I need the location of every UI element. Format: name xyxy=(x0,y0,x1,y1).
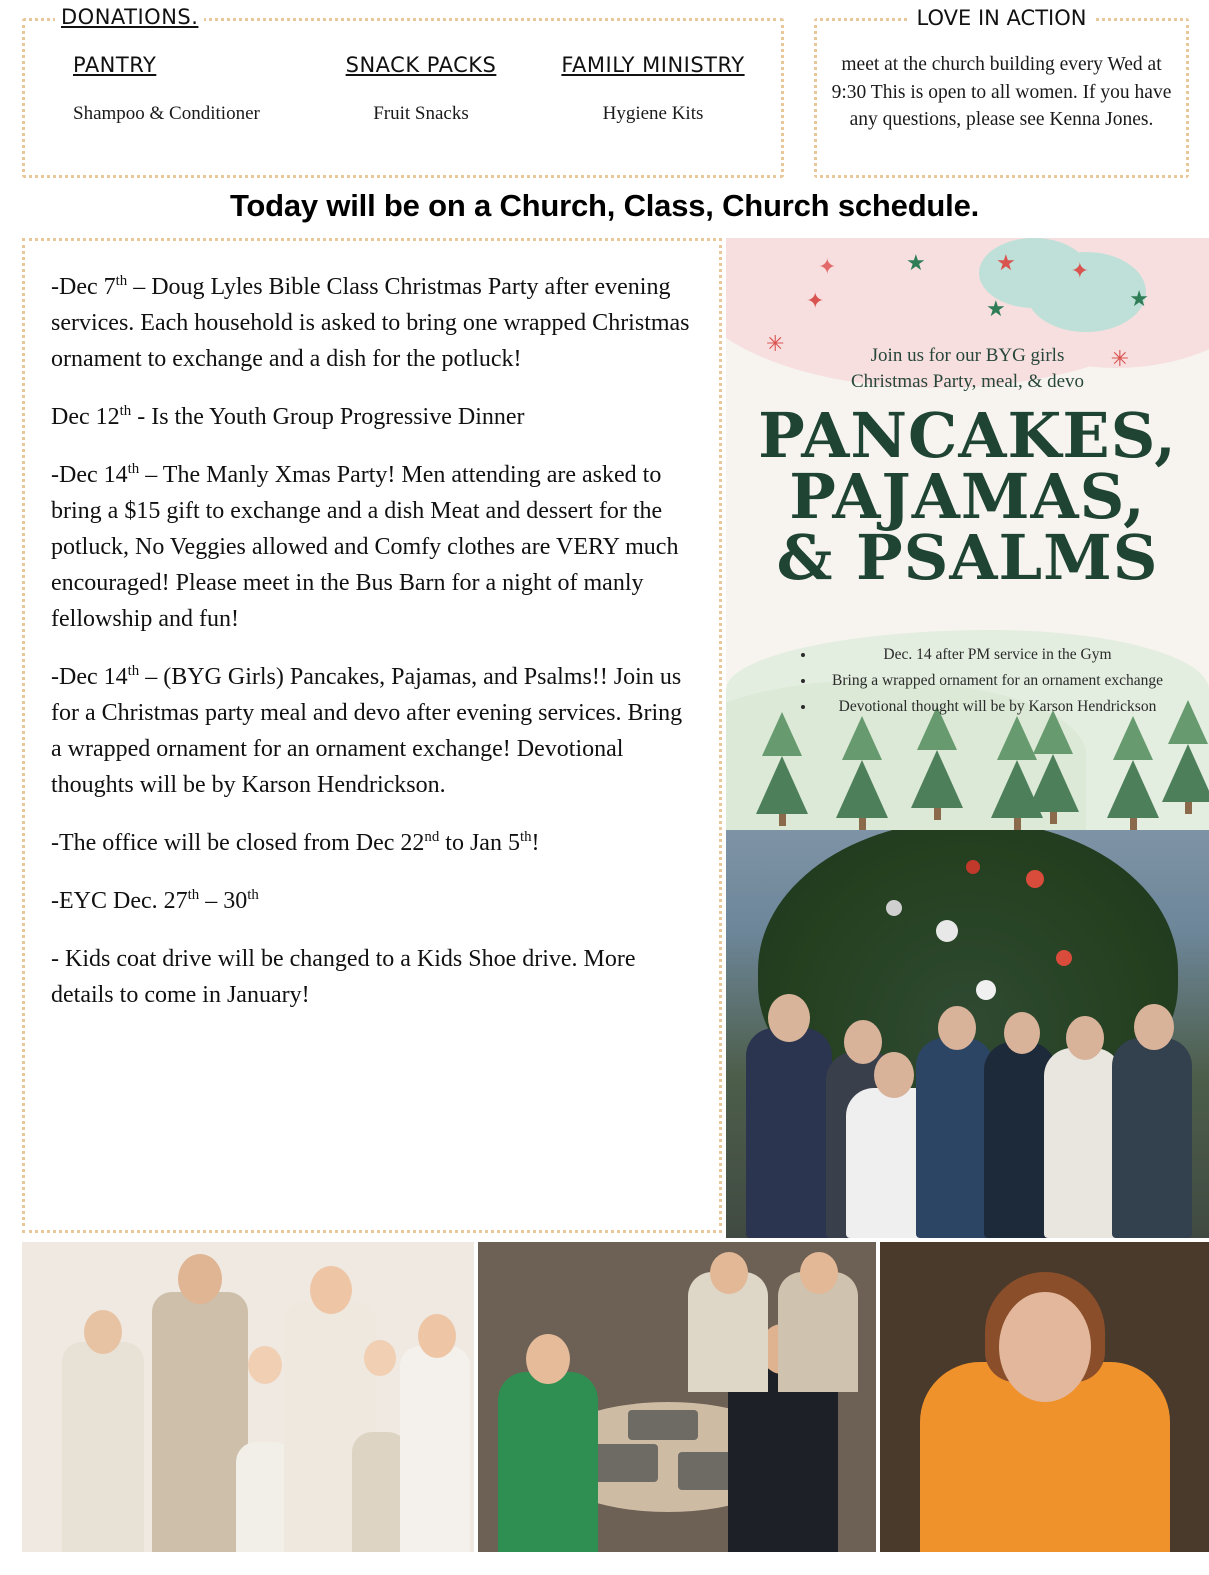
food-tray xyxy=(628,1410,698,1440)
announcement-item: -Dec 7th – Doug Lyles Bible Class Christmas Party after evening services. Each household is asked to bring one wrapped Christmas ornament to exchange and a dish for the potluck! xyxy=(51,273,690,372)
donations-item: Shampoo & Conditioner xyxy=(73,103,260,124)
donations-column-snack-packs xyxy=(305,53,537,125)
ornament-icon xyxy=(976,980,996,1000)
flyer-detail-item: • Dec. 14 after PM service in the Gym xyxy=(816,644,1179,666)
love-in-action-text: meet at the church building every Wed at 9:30 This is open to all women. If you have any questions, please see Kenna Jones. xyxy=(831,54,1172,131)
person-head xyxy=(310,1266,352,1314)
person-head xyxy=(874,1052,914,1098)
star-icon: ✳ xyxy=(766,331,785,356)
star-icon: ★ xyxy=(996,250,1016,275)
person-head xyxy=(84,1310,122,1354)
flyer-subtitle xyxy=(726,343,1209,394)
donations-heading: SNACK PACKS xyxy=(345,53,497,77)
person-head xyxy=(1004,1012,1040,1054)
bottom-photo-strip xyxy=(0,1242,1209,1552)
person-head xyxy=(710,1252,748,1294)
flyer-subtitle-line: Join us for our BYG girls xyxy=(870,345,1065,366)
ornament-icon xyxy=(1026,870,1044,888)
flyer-detail-item: • Bring a wrapped ornament for an ornament exchange xyxy=(816,670,1179,692)
christmas-tree-icon xyxy=(756,742,808,826)
person-head xyxy=(800,1252,838,1294)
group-of-people xyxy=(726,1008,1209,1238)
announcement-item: Dec 12th - Is the Youth Group Progressive Dinner xyxy=(51,403,525,430)
ornament-icon xyxy=(966,860,980,874)
youth-lunch-table-photo xyxy=(478,1242,876,1552)
ornament-icon xyxy=(1056,950,1072,966)
love-in-action-panel xyxy=(814,6,1189,178)
person-figure xyxy=(152,1292,248,1552)
star-icon: ★ xyxy=(986,296,1006,321)
christmas-tree-icon xyxy=(1107,746,1159,830)
flyer-detail-item: • Devotional thought will be by Karson Hendrickson xyxy=(816,696,1179,718)
person-head xyxy=(938,1006,976,1050)
donations-columns xyxy=(37,53,769,125)
person-head xyxy=(844,1020,882,1064)
flyer-details-list xyxy=(776,644,1179,723)
christmas-tree-icon xyxy=(911,736,963,820)
love-in-action-title: LOVE IN ACTION xyxy=(907,6,1097,30)
donations-item: Hygiene Kits xyxy=(602,103,704,124)
donations-column-family-ministry xyxy=(537,53,769,125)
star-icon: ✦ xyxy=(818,254,837,279)
pancakes-pajamas-psalms-flyer xyxy=(726,238,1209,830)
donations-heading: FAMILY MINISTRY xyxy=(561,53,745,77)
donations-column-pantry xyxy=(37,53,305,125)
person-figure xyxy=(1112,1038,1192,1238)
person-head xyxy=(248,1346,282,1384)
announcement-item: -The office will be closed from Dec 22nd to Jan 5th! xyxy=(51,829,540,856)
right-media-column xyxy=(726,238,1209,1238)
flyer-title-line: PANCAKES, xyxy=(758,399,1177,472)
family-portrait-photo xyxy=(22,1242,474,1552)
person-figure xyxy=(916,1038,994,1238)
byg-group-christmas-tree-photo xyxy=(726,830,1209,1238)
flyer-title-line: PAJAMAS, xyxy=(789,459,1146,533)
christmas-tree-icon xyxy=(1162,730,1209,814)
main-content xyxy=(0,238,1209,1238)
person-head xyxy=(1134,1004,1174,1050)
star-icon: ✦ xyxy=(1070,258,1089,283)
person-figure xyxy=(400,1346,470,1552)
star-icon: ✦ xyxy=(806,288,825,313)
announcement-item: -Dec 14th – (BYG Girls) Pancakes, Pajamas, and Psalms!! Join us for a Christmas party meal and devo after evening services. Bring a wrapped ornament for an ornament exchange! Devotional thoughts will be by Karson Hendrickson. xyxy=(51,663,683,798)
star-icon: ✳ xyxy=(1110,346,1129,371)
person-figure xyxy=(746,1028,832,1238)
person-head xyxy=(1066,1016,1104,1060)
top-info-row xyxy=(0,0,1209,178)
person-head xyxy=(364,1340,396,1376)
teen-orange-hoodie-photo xyxy=(880,1242,1209,1552)
person-head xyxy=(768,994,810,1042)
page-headline: Today will be on a Church, Class, Church schedule. xyxy=(229,188,980,223)
announcement-item: -EYC Dec. 27th – 30th xyxy=(51,887,259,914)
christmas-tree-icon xyxy=(1027,740,1079,824)
person-head xyxy=(999,1292,1091,1402)
flyer-title xyxy=(726,399,1209,594)
person-head xyxy=(178,1254,222,1304)
donations-title: DONATIONS. xyxy=(55,5,204,29)
flyer-title-line: & PSALMS xyxy=(776,520,1159,594)
announcements-panel xyxy=(22,238,722,1233)
flyer-subtitle-line: Christmas Party, meal, & devo xyxy=(850,370,1085,392)
donations-heading: PANTRY xyxy=(73,53,157,77)
ornament-icon xyxy=(936,920,958,942)
announcement-item: - Kids coat drive will be changed to a Kids Shoe drive. More details to come in January! xyxy=(51,946,636,1008)
person-figure xyxy=(498,1372,598,1552)
announcement-item: -Dec 14th – The Manly Xmas Party! Men attending are asked to bring a $15 gift to exchange and a dish Meat and dessert for the potluck, No Veggies allowed and Comfy clothes are VERY much encouraged! Please meet in the Bus Barn for a night of manly fellowship and fun! xyxy=(51,461,679,632)
star-icon: ★ xyxy=(1129,286,1149,311)
ornament-icon xyxy=(886,900,902,916)
person-head xyxy=(526,1334,570,1384)
donations-item: Fruit Snacks xyxy=(373,103,469,124)
star-icon: ★ xyxy=(906,250,926,275)
person-figure xyxy=(1044,1048,1122,1238)
person-head xyxy=(418,1314,456,1358)
christmas-tree-icon xyxy=(836,746,888,830)
donations-panel xyxy=(22,5,784,178)
person-figure xyxy=(62,1342,144,1552)
